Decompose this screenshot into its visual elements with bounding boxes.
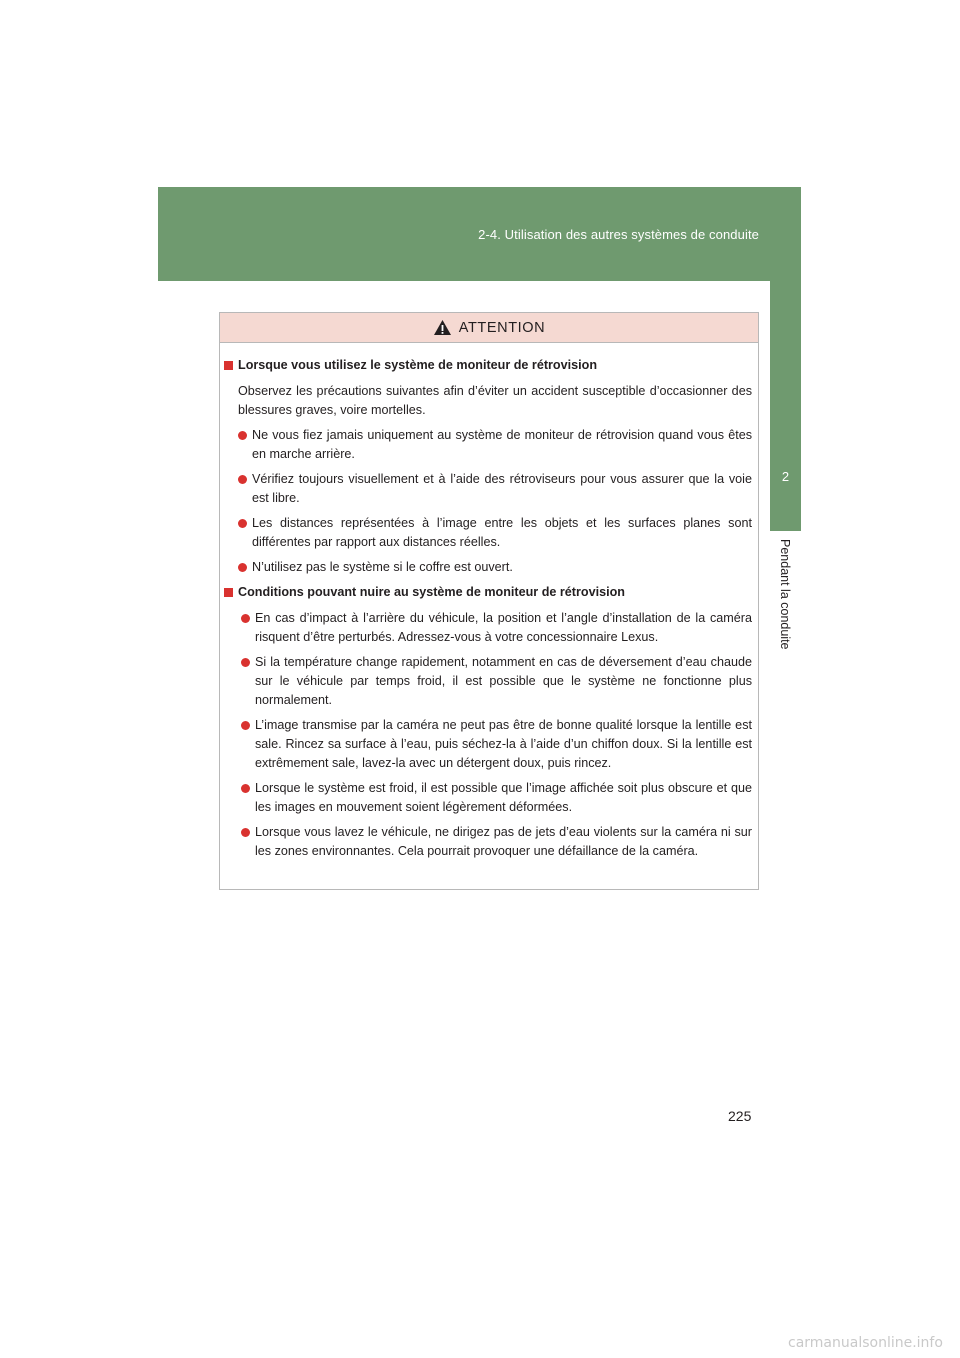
- section-intro: Observez les précautions suivantes afin d’éviter un accident susceptible d’occasionner des blessures graves, voire mortelles.: [238, 384, 752, 417]
- square-bullet-icon: [224, 361, 233, 370]
- caution-title: ATTENTION: [458, 319, 546, 336]
- round-bullet-icon: [241, 828, 250, 837]
- round-bullet-icon: [241, 721, 250, 730]
- warning-triangle-icon: [433, 319, 452, 336]
- list-item-text: Lorsque le système est froid, il est possible que l’image affichée soit plus obscure et que les images en mouvement soient légèrement déformées.: [255, 781, 752, 814]
- list-item: [224, 514, 752, 552]
- round-bullet-icon: [238, 431, 247, 440]
- round-bullet-icon: [238, 475, 247, 484]
- list-item-text: Ne vous fiez jamais uniquement au système de moniteur de rétrovision quand vous êtes en marche arrière.: [252, 428, 752, 461]
- chapter-label: Pendant la conduite: [778, 539, 792, 650]
- list-item-text: L’image transmise par la caméra ne peut pas être de bonne qualité lorsque la lentille est sale. Rincez sa surface à l’eau, puis séchez-la à l’aide d’un chiffon doux. Si la lentille est extrêmement sale, lavez-la avec un détergent doux, puis rincez.: [255, 718, 752, 770]
- watermark: carmanualsonline.info: [788, 1335, 943, 1351]
- chapter-number: 2: [781, 469, 790, 484]
- list-item-text: Vérifiez toujours visuellement et à l’aide des rétroviseurs pour vous assurer que la voie est libre.: [252, 472, 752, 505]
- list-item: [224, 716, 752, 773]
- list-item-text: N’utilisez pas le système si le coffre est ouvert.: [252, 560, 513, 574]
- round-bullet-icon: [238, 563, 247, 572]
- page-number: 225: [728, 1108, 752, 1124]
- section-heading: [224, 356, 752, 375]
- list-item: [224, 609, 752, 647]
- list-item-text: Si la température change rapidement, notamment en cas de déversement d’eau chaude sur le véhicule par temps froid, il est possible que le système ne fonctionne plus normalement.: [255, 655, 752, 707]
- list-item-text: Lorsque vous lavez le véhicule, ne dirigez pas de jets d’eau violents sur la caméra ni sur les zones environnantes. Cela pourrait provoquer une défaillance de la caméra.: [255, 825, 752, 858]
- section-heading-text: Lorsque vous utilisez le système de moniteur de rétrovision: [238, 358, 598, 372]
- round-bullet-icon: [238, 519, 247, 528]
- chapter-side-tab: [770, 281, 801, 531]
- list-item-text: Les distances représentées à l’image entre les objets et les surfaces planes sont différentes par rapport aux distances réelles.: [252, 516, 752, 549]
- list-item: [224, 426, 752, 464]
- chapter-side-label-area: [770, 531, 801, 671]
- caution-body: [220, 343, 758, 861]
- list-item-text: En cas d’impact à l’arrière du véhicule, la position et l’angle d’installation de la caméra risquent d’être perturbés. Adressez-vous à votre concessionnaire Lexus.: [255, 611, 752, 644]
- caution-header: [220, 313, 758, 343]
- chapter-header-band: [158, 187, 801, 281]
- caution-box: [219, 312, 759, 890]
- round-bullet-icon: [241, 614, 250, 623]
- list-item: [224, 779, 752, 817]
- section-heading-text: Conditions pouvant nuire au système de moniteur de rétrovision: [238, 585, 625, 599]
- section-title: 2-4. Utilisation des autres systèmes de conduite: [478, 227, 759, 242]
- list-item: [224, 823, 752, 861]
- list-item: [224, 470, 752, 508]
- list-item: [224, 653, 752, 710]
- round-bullet-icon: [241, 784, 250, 793]
- list-item: [224, 558, 752, 577]
- round-bullet-icon: [241, 658, 250, 667]
- square-bullet-icon: [224, 588, 233, 597]
- section-heading: [224, 583, 752, 602]
